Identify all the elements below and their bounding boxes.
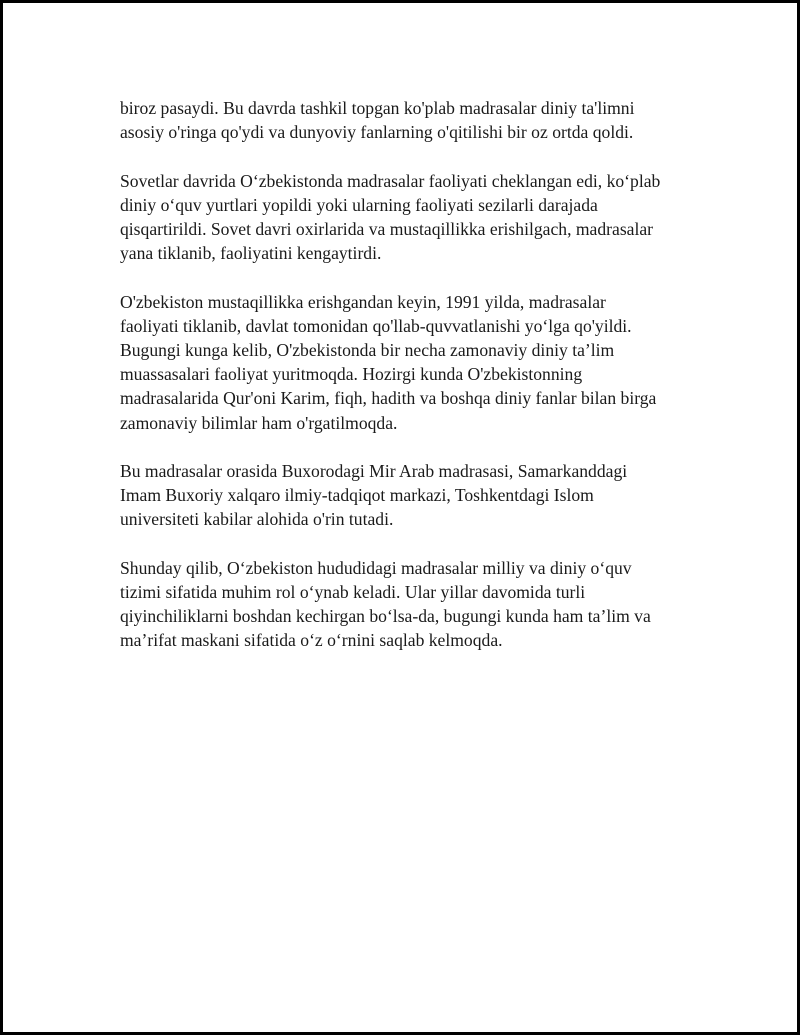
paragraph-3: O'zbekiston mustaqillikka erishgandan keyin, 1991 yilda, madrasalar faoliyati tiklanib, davlat tomonidan qo'llab-quvvatlanishi yo‘lga qo'yildi. Bugungi kunga kelib, O'zbekistonda bir necha zamonaviy diniy ta’lim muassasalari faoliyat yuritmoqda. Hozirgi kunda O'zbekistonning madrasalarida Qur'oni Karim, fiqh, hadith va boshqa diniy fanlar bilan birga zamonaviy bilimlar ham o'rgatilmoqda. <box>120 291 657 433</box>
paragraph-5: Shunday qilib, O‘zbekiston hududidagi madrasalar milliy va diniy o‘quv tizimi sifatida muhim rol o‘ynab keladi. Ular yillar davomida turli qiyinchiliklarni boshdan kechirgan bo‘lsa-da, bugungi kunda ham ta’lim va ma’rifat maskani sifatida o‘z o‘rnini saqlab kelmoqda. <box>120 557 651 651</box>
document-body <box>120 96 700 677</box>
paragraph-2: Sovetlar davrida O‘zbekistonda madrasalar faoliyati cheklangan edi, ko‘plab diniy o‘quv yurtlari yopildi yoki ularning faoliyati sezilarli darajada qisqartirildi. Sovet davri oxirlarida va mustaqillikka erishilgach, madrasalar yana tiklanib, faoliyatini kengaytirdi. <box>120 170 661 264</box>
paragraph-1: biroz pasaydi. Bu davrda tashkil topgan ko'plab madrasalar diniy ta'limni asosiy o'ringa qo'ydi va dunyoviy fanlarning o'qitilishi bir oz ortda qoldi. <box>120 98 635 143</box>
paragraph-4: Bu madrasalar orasida Buxorodagi Mir Arab madrasasi, Samarkanddagi Imam Buxoriy xalqaro ilmiy-tadqiqot markazi, Toshkentdagi Islom universiteti kabilar alohida o'rin tutadi. <box>120 461 628 530</box>
